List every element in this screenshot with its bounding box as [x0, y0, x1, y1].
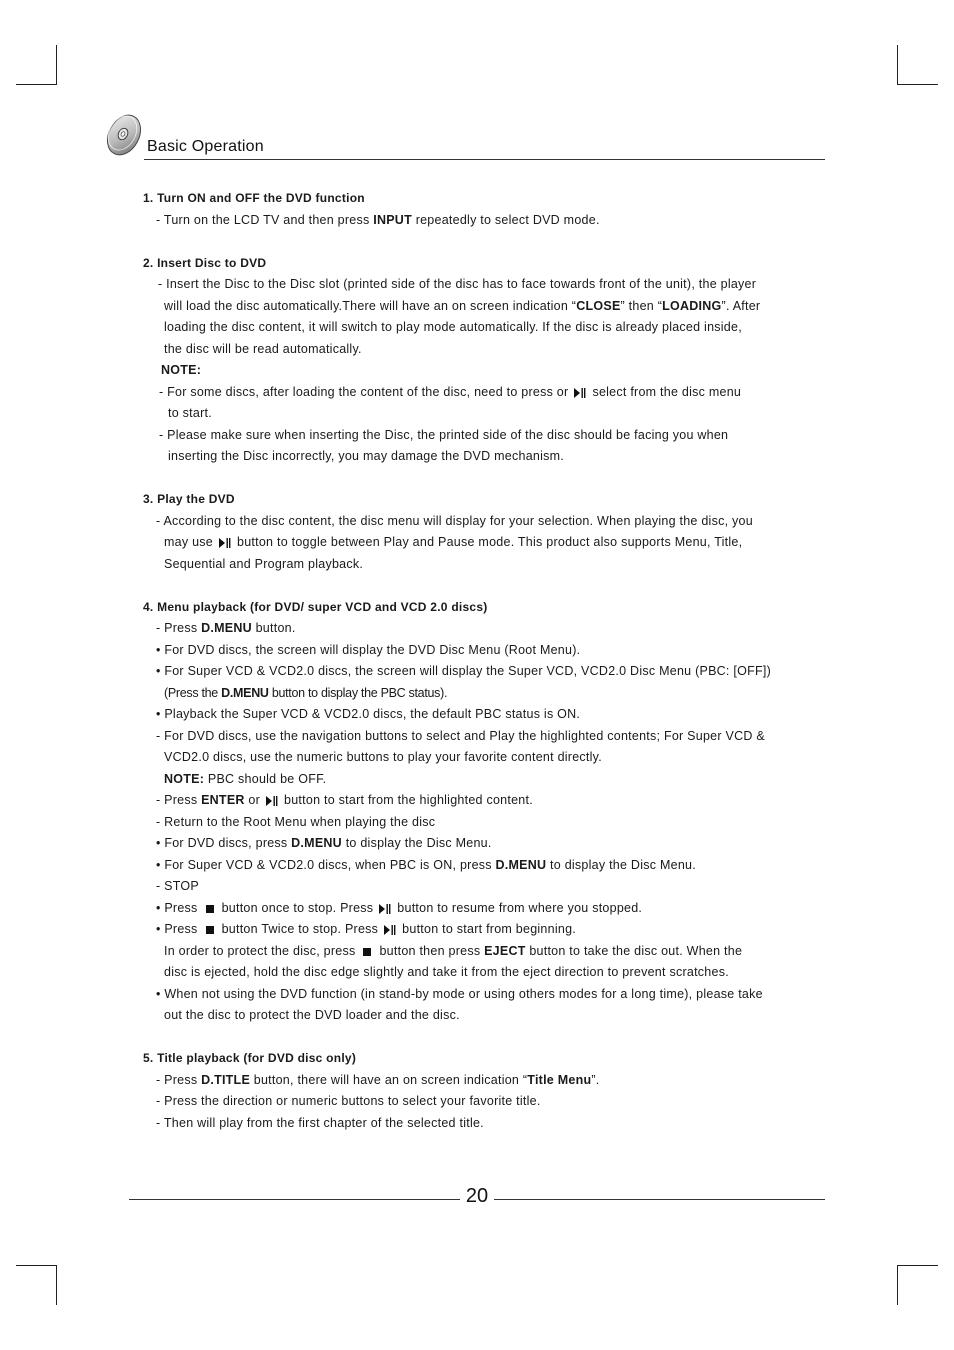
- paragraph-line: VCD2.0 discs, use the numeric buttons to play your favorite content directly.: [164, 750, 602, 764]
- footer-rule-right: [494, 1199, 825, 1200]
- note-line: NOTE: PBC should be OFF.: [164, 771, 327, 786]
- bullet-line: • For DVD discs, the screen will display the DVD Disc Menu (Root Menu).: [156, 642, 581, 657]
- stop-icon: [206, 905, 214, 913]
- paragraph-line: will load the disc automatically.There will have an on screen indication “CLOSE” then “LOADING”. After: [164, 298, 761, 313]
- crop-mark: [897, 45, 898, 85]
- page-header: [104, 110, 825, 160]
- paragraph-line: - Turn on the LCD TV and then press INPUT repeatedly to select DVD mode.: [156, 212, 600, 227]
- crop-mark: [897, 1265, 938, 1266]
- play-pause-icon: [219, 538, 231, 548]
- stop-icon: [206, 926, 214, 934]
- paragraph-line: the disc will be read automatically.: [164, 341, 362, 356]
- paragraph-line: - Press D.MENU button.: [156, 621, 296, 635]
- paragraph-line: out the disc to protect the DVD loader and the disc.: [164, 1008, 460, 1022]
- page-title: Basic Operation: [147, 138, 264, 155]
- paragraph-line: - Then will play from the first chapter of the selected title.: [156, 1115, 484, 1130]
- paragraph-line: to start.: [168, 406, 212, 420]
- paragraph-line: - For some discs, after loading the content of the disc, need to press or select from the disc menu: [159, 384, 742, 399]
- paragraph-line: - Return to the Root Menu when playing the disc: [156, 814, 436, 829]
- bullet-line: • Press button Twice to stop. Press button to start from beginning.: [156, 922, 576, 936]
- play-pause-icon: [266, 796, 278, 806]
- paragraph-line: In order to protect the disc, press button then press EJECT button to take the disc out. When the: [164, 943, 743, 958]
- crop-mark: [16, 84, 57, 85]
- section-heading: 1. Turn ON and OFF the DVD function: [143, 191, 365, 205]
- footer-rule-left: [129, 1199, 460, 1200]
- crop-mark: [897, 84, 938, 85]
- paragraph-line: - For DVD discs, use the navigation buttons to select and Play the highlighted contents; For Super VCD &: [156, 728, 765, 743]
- play-pause-icon: [384, 925, 396, 935]
- section-heading: 4. Menu playback (for DVD/ super VCD and VCD 2.0 discs): [143, 599, 488, 614]
- bullet-line: • For DVD discs, press D.MENU to display the Disc Menu.: [156, 836, 492, 850]
- paragraph-line: (Press the D.MENU button to display the PBC status).: [164, 685, 448, 700]
- page-number: 20: [465, 1185, 489, 1207]
- bullet-line: • For Super VCD & VCD2.0 discs, the screen will display the Super VCD, VCD2.0 Disc Menu (PBC: [OFF]): [156, 664, 771, 678]
- paragraph-line: - According to the disc content, the disc menu will display for your selection. When playing the disc, you: [156, 513, 753, 528]
- bullet-line: • Press button once to stop. Press button to resume from where you stopped.: [156, 900, 643, 915]
- disc-icon: [104, 110, 148, 158]
- crop-mark: [56, 45, 57, 85]
- section-heading: 2. Insert Disc to DVD: [143, 255, 267, 270]
- paragraph-line: may use button to toggle between Play and Pause mode. This product also supports Menu, Title,: [164, 535, 743, 549]
- bullet-line: • Playback the Super VCD & VCD2.0 discs, the default PBC status is ON.: [156, 707, 581, 721]
- stop-icon: [363, 948, 371, 956]
- note-label: NOTE:: [161, 363, 202, 377]
- paragraph-line: Sequential and Program playback.: [164, 556, 364, 571]
- paragraph-line: - Press ENTER or button to start from the highlighted content.: [156, 793, 533, 807]
- section-heading: 3. Play the DVD: [143, 492, 235, 506]
- crop-mark: [897, 1265, 898, 1305]
- section-heading: 5. Title playback (for DVD disc only): [143, 1051, 357, 1065]
- crop-mark: [16, 1265, 57, 1266]
- play-pause-icon: [574, 388, 586, 398]
- paragraph-line: disc is ejected, hold the disc edge slightly and take it from the eject direction to prevent scratches.: [164, 965, 729, 979]
- crop-mark: [56, 1265, 57, 1305]
- bullet-line: • When not using the DVD function (in stand-by mode or using others modes for a long time), please take: [156, 986, 763, 1001]
- header-rule: [144, 159, 825, 160]
- paragraph-line: - STOP: [156, 879, 199, 893]
- page-content: [143, 188, 823, 1134]
- paragraph-line: - Press D.TITLE button, there will have an on screen indication “Title Menu”.: [156, 1072, 600, 1087]
- play-pause-icon: [379, 904, 391, 914]
- bullet-line: • For Super VCD & VCD2.0 discs, when PBC is ON, press D.MENU to display the Disc Menu.: [156, 857, 696, 872]
- paragraph-line: - Insert the Disc to the Disc slot (printed side of the disc has to face towards front of the unit), the player: [158, 277, 757, 291]
- paragraph-line: - Please make sure when inserting the Disc, the printed side of the disc should be facing you when: [159, 427, 729, 442]
- paragraph-line: inserting the Disc incorrectly, you may damage the DVD mechanism.: [168, 449, 565, 463]
- paragraph-line: loading the disc content, it will switch to play mode automatically. If the disc is already placed inside,: [164, 320, 742, 334]
- paragraph-line: - Press the direction or numeric buttons to select your favorite title.: [156, 1094, 541, 1108]
